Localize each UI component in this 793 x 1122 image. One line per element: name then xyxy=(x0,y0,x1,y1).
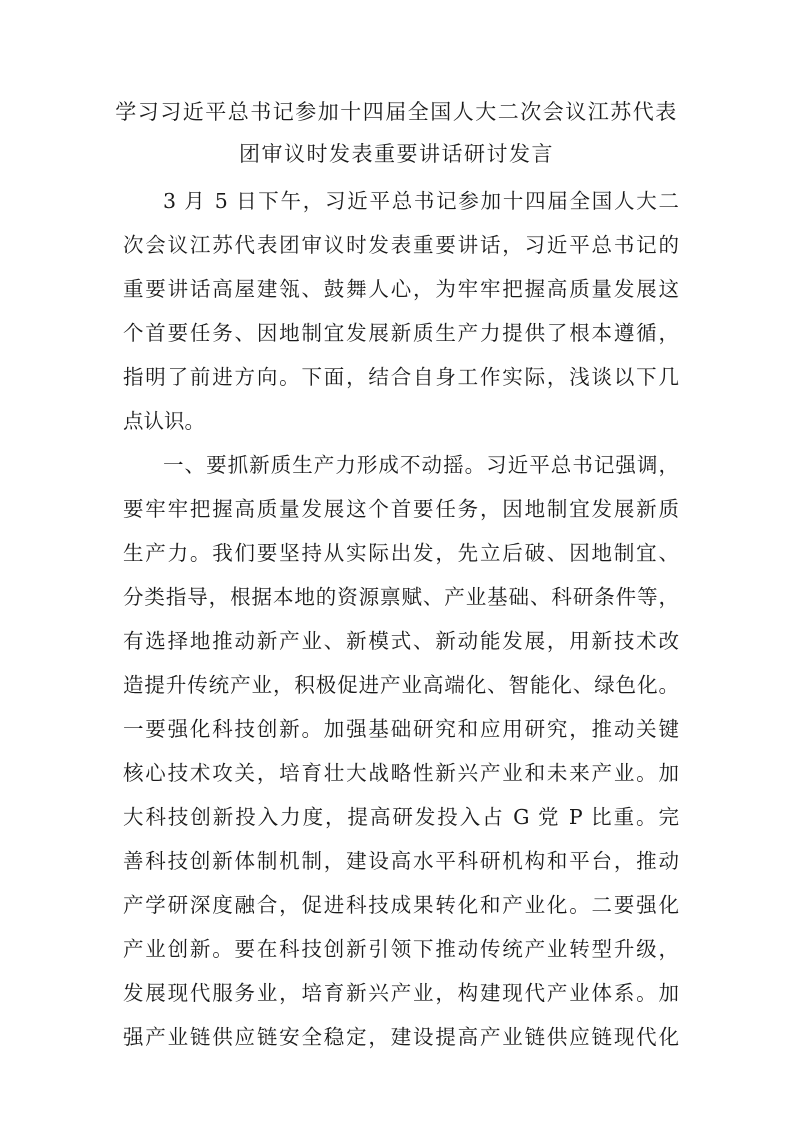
paragraph-1-line-5: 指明了前进方向。下面，结合自身工作实际，浅谈以下几 xyxy=(123,365,679,389)
paragraph-2-line-3: 生产力。我们要坚持从实际出发，先立后破、因地制宜、 xyxy=(123,541,679,565)
paragraph-2-line-4: 分类指导，根据本地的资源禀赋、产业基础、科研条件等， xyxy=(123,585,679,609)
paragraph-2-line-10: 善科技创新体制机制，建设高水平科研机构和平台，推动 xyxy=(123,849,679,873)
paragraph-2-line-6: 造提升传统产业，积极促进产业高端化、智能化、绿色化。 xyxy=(123,673,679,697)
paragraph-2-line-11: 产学研深度融合，促进科技成果转化和产业化。二要强化 xyxy=(123,893,679,917)
paragraph-2-line-13: 发展现代服务业，培育新兴产业，构建现代产业体系。加 xyxy=(123,981,679,1005)
paragraph-2-line-7: 一要强化科技创新。加强基础研究和应用研究，推动关键 xyxy=(123,717,679,741)
paragraph-2-line-8: 核心技术攻关，培育壮大战略性新兴产业和未来产业。加 xyxy=(123,761,679,785)
paragraph-1-line-1: 3 月 5 日下午，习近平总书记参加十四届全国人大二 xyxy=(163,189,679,213)
paragraph-1-line-2: 次会议江苏代表团审议时发表重要讲话，习近平总书记的 xyxy=(123,233,679,257)
document-title-line-1: 学习习近平总书记参加十四届全国人大二次会议江苏代表 xyxy=(115,100,678,124)
paragraph-2-line-9: 大科技创新投入力度，提高研发投入占 G 党 P 比重。完 xyxy=(123,805,679,829)
paragraph-1-line-4: 个首要任务、因地制宜发展新质生产力提供了根本遵循， xyxy=(123,321,679,345)
paragraph-2-line-12: 产业创新。要在科技创新引领下推动传统产业转型升级， xyxy=(123,937,679,961)
paragraph-2-line-5: 有选择地推动新产业、新模式、新动能发展，用新技术改 xyxy=(123,629,679,653)
document-title-line-2: 团审议时发表重要讲话研讨发言 xyxy=(239,142,554,166)
paragraph-2-line-14: 强产业链供应链安全稳定，建设提高产业链供应链现代化 xyxy=(123,1025,679,1049)
paragraph-2-line-2: 要牢牢把握高质量发展这个首要任务，因地制宜发展新质 xyxy=(123,497,679,521)
paragraph-1-line-3: 重要讲话高屋建瓴、鼓舞人心，为牢牢把握高质量发展这 xyxy=(123,277,679,301)
paragraph-1-line-6: 点认识。 xyxy=(123,409,205,433)
paragraph-2-line-1: 一、要抓新质生产力形成不动摇。习近平总书记强调， xyxy=(163,453,679,477)
